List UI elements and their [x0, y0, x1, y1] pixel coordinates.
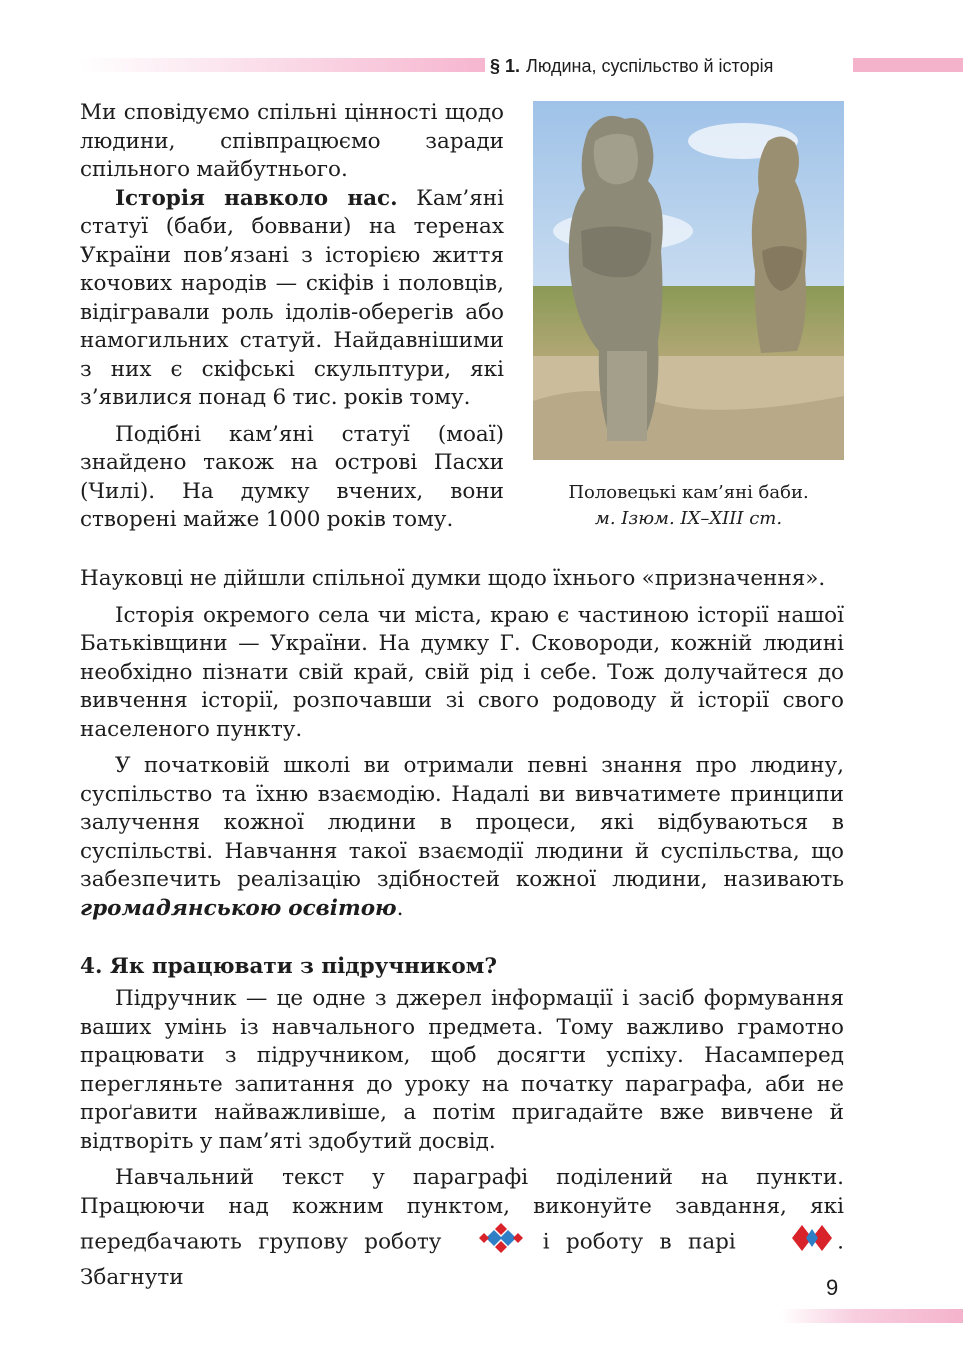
header-decor-band-right — [853, 58, 963, 72]
paragraph-textbook-use: Підручник — це одне з джерел інформації і засіб формування ваших умінь із навчального предмета. Тому важливо грамотно працювати з підручником, щоб досягти успіху. Насамперед перегляньте запитання до уроку на початку параграфа, аби не проґавити найважливіше, а потім пригадайте вже вивчене й відтворіть у пам’яті здобутий досвід. — [80, 986, 844, 1154]
civic-education-term: громадянською освітою — [80, 895, 397, 921]
group-work-ornament-icon — [441, 1221, 526, 1264]
caption-title: Половецькі кам’яні баби. — [568, 482, 809, 503]
stone-statues-photo — [533, 101, 844, 460]
paragraph-values: Ми сповідуємо спільні цінності щодо людини, співпрацюємо заради спільного майбутнього. — [80, 100, 504, 182]
structure-text-1: Навчальний текст у параграфі поділений на пункти. Працюючи над кожним пунктом, виконуйте завдання, які передбачають групову роботу — [80, 1165, 844, 1255]
inline-heading: Історія навколо нас. — [115, 185, 398, 211]
section-heading: 4. Як працювати з підручником? — [80, 954, 497, 979]
section-number: § 1. — [490, 56, 521, 76]
column-text — [80, 99, 504, 535]
pair-work-ornament-icon — [752, 1221, 837, 1264]
full-width-text — [80, 565, 844, 923]
paragraph-civic-education — [80, 752, 844, 923]
structure-text-2: і роботу в парі — [526, 1229, 753, 1255]
civic-education-text: У початковій школі ви отримали певні знання про людину, суспільство та їхню взаємодію. Надалі ви вивчатимете принципи залучення кожної людини в процеси, які відбуваються в суспільстві. Навчання такої взаємодії людини й суспільства, що забезпечить реалізацію здібностей кожної людини, називають — [80, 753, 844, 892]
footer-decor-band — [780, 1309, 963, 1323]
photo-caption — [530, 480, 847, 532]
paragraph-local-history: Історія окремого села чи міста, краю є частиною історії нашої Батьківщини — України. На думку Г. Сковороди, кожній людині необхідно пізнати свій край, свій рід і себе. Тож долучайтеся до вивчення історії, розпочавши зі свого родоводу й історії свого населеного пункту. — [80, 602, 844, 742]
caption-place-date: м. Ізюм. IX–XIII ст. — [594, 508, 783, 529]
paragraph-text-structure — [80, 1164, 844, 1292]
paragraph-moai: Подібні кам’яні статуї (моаї) знайдено також на острові Пасхи (Чилі). На думку вчених, вони створені майже 1000 років тому. — [80, 421, 504, 532]
paragraph-moai-continued: Науковці не дійшли спільної думки щодо їхнього «призначення». — [80, 566, 826, 591]
page-number: 9 — [826, 1275, 839, 1300]
section4-text — [80, 985, 844, 1292]
paragraph-history-text: Кам’яні статуї (баби, боввани) на теренах України пов’язані з історією життя кочових народів — скіфів і половців, відігравали роль ідолів-оберегів або намогильних статуй. Найдавнішими з них є скіфські скульптури, які з’явилися понад 6 тис. років тому. — [80, 185, 504, 410]
header-decor-band — [80, 58, 485, 72]
civic-education-end: . — [396, 895, 404, 921]
section-title: Людина, суспільство й історія — [526, 56, 774, 76]
running-header — [490, 54, 850, 78]
paragraph-history-around — [80, 185, 504, 413]
structure-text-3: . Збагнути — [80, 1229, 844, 1290]
